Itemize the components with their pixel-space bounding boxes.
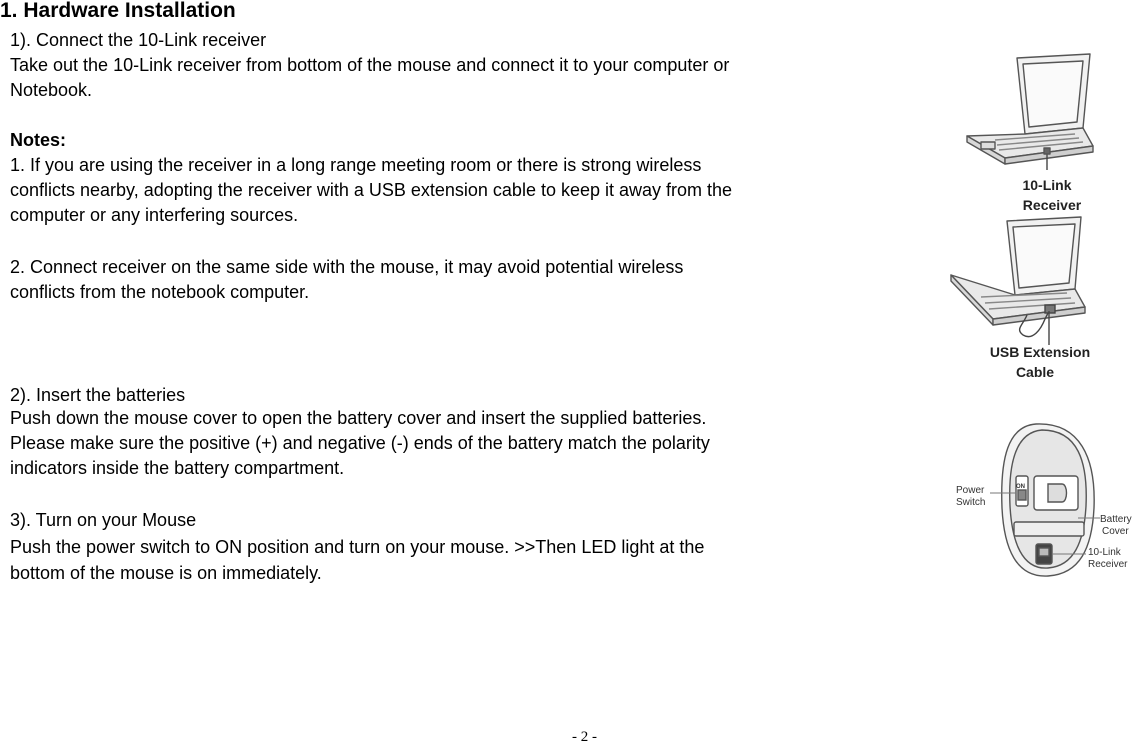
step3-title: 3). Turn on your Mouse [10,510,197,530]
note2-line-1: 2. Connect receiver on the same side with the mouse, it may avoid potential wireless [10,257,684,277]
laptop-usb-extension-figure [945,215,1105,385]
step1-title: 1). Connect the 10-Link receiver [10,30,267,50]
section-heading: 1. Hardware Installation [0,0,236,22]
power-switch-label-line-2: Switch [956,497,986,508]
note1-line-2: conflicts nearby, adopting the receiver with a USB extension cable to keep it away from the [10,180,733,200]
receiver-label-line-2: Receiver [1088,559,1128,570]
laptop-icon [951,217,1085,325]
note2-line-2: conflicts from the notebook computer. [10,282,310,302]
laptop-icon [967,54,1093,170]
battery-cover-label-line-2: Cover [1102,526,1129,537]
page-number: - 2 - [572,729,597,745]
usb-extension-label-line-2: Cable [1015,364,1055,380]
notes-title: Notes: [10,130,67,150]
step2-title: 2). Insert the batteries [10,385,186,405]
usb-extension-label-line-1: USB Extension [989,344,1091,360]
note1-line-3: computer or any interfering sources. [10,205,299,225]
switch-on-mark: ON [1016,484,1025,490]
power-switch-label-line-1: Power [956,485,985,496]
note1-line-1: 1. If you are using the receiver in a long range meeting room or there is strong wireless [10,155,702,175]
mouse-underside-figure [950,418,1135,580]
step2-line-3: indicators inside the battery compartment. [10,458,345,478]
step1-line-1: Take out the 10-Link receiver from bottom of the mouse and connect it to your computer or [10,55,730,75]
receiver-label-line-2: Receiver [1022,197,1082,213]
step2-line-1: Push down the mouse cover to open the battery cover and insert the supplied batteries. [10,408,707,428]
step3-line-2: bottom of the mouse is on immediately. [10,563,322,583]
step3-line-1: Push the power switch to ON position and turn on your mouse. >>Then LED light at the [10,537,705,557]
step1-line-2: Notebook. [10,80,93,100]
mouse-icon [1002,424,1094,576]
step2-line-2: Please make sure the positive (+) and negative (-) ends of the battery match the polarity [10,433,710,453]
battery-cover-label-line-1: Battery [1100,514,1132,525]
receiver-label-line-1: 10-Link [1088,547,1121,558]
receiver-label-line-1: 10-Link [1022,177,1072,193]
laptop-receiver-figure [955,50,1105,215]
